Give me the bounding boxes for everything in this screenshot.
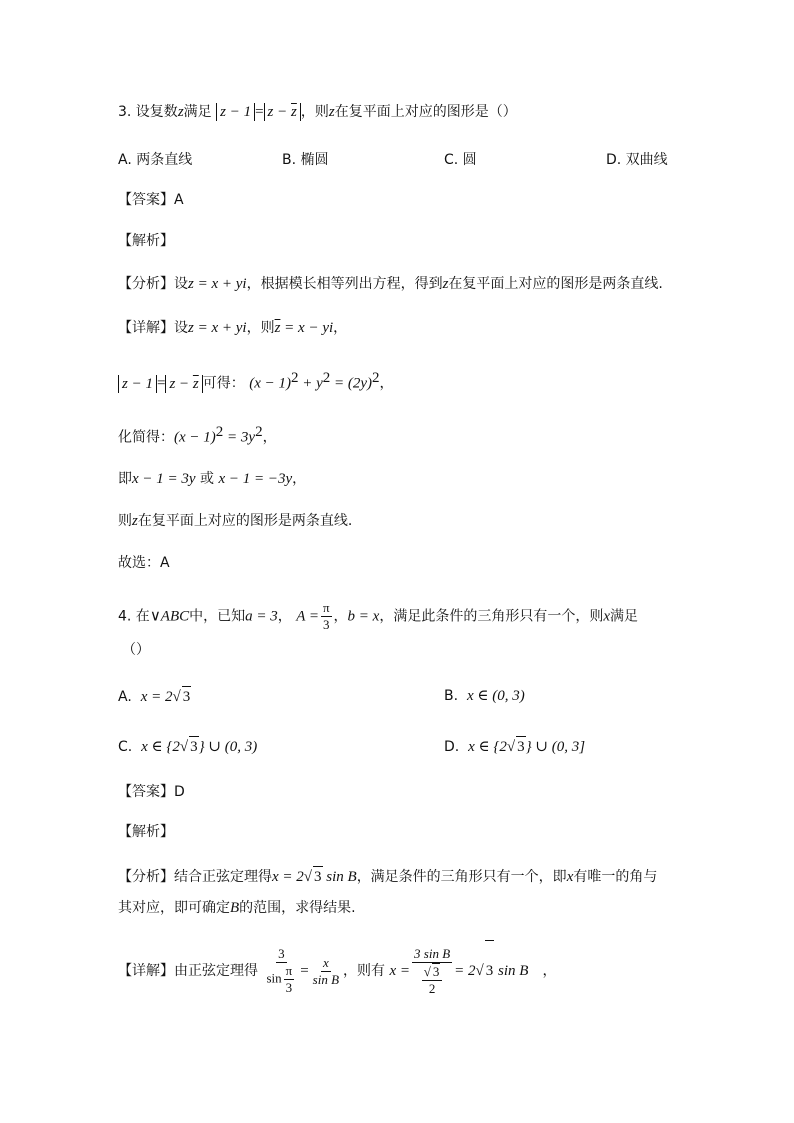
q4-a-eq: a = 3	[245, 608, 278, 625]
q3-l4-m2: x − 1 = −3y	[218, 471, 293, 487]
q4-pi: π	[322, 600, 330, 615]
q3-l5-a: 则	[118, 513, 132, 529]
q3-l3-math-b: = 3y	[223, 429, 256, 446]
q4-fenxi-math-b: sin B	[322, 869, 357, 885]
q4-xiangjie: 【详解】由正弦定理得 3 sin $\frac{\pi}{3}$ = $\frac{x}{\text{sin B}}$ ，则有 x = $\frac{\text{3 sin B}}{\frac{√ 3}{2}}$ = 2√ 3 sin B ，	[118, 940, 556, 1004]
q3-l2-abs1: z − 1	[118, 375, 157, 393]
q3-line3: 化简得：$(x - 1)^2 = 3y^2$，	[118, 424, 277, 446]
q3-line4	[118, 469, 306, 489]
q4-frac-x-over-sinB	[311, 955, 341, 988]
q4-prefix: 4. 在	[118, 608, 150, 625]
q3-l3-text: 化简得：	[118, 429, 174, 446]
q4-fenxi-sqrt: 3	[313, 866, 323, 887]
q4-xj-end: ，	[542, 963, 557, 979]
q4-three: 3	[323, 617, 330, 632]
q4-f1-3: 3	[285, 980, 293, 995]
q3-xj-zbar: $\overline{z}$	[274, 320, 281, 336]
q4-f2-den: sin B	[312, 971, 340, 987]
q4-fenxi-line2-a: 其对应，即可确定	[118, 900, 230, 916]
q4-optD-sqrt: 3	[516, 736, 526, 757]
q4-fenxi: 【分析】结合正弦定理得x = 2√ 3 sin B，满足条件的三角形只有一个，即x有唯一的角与	[118, 866, 657, 887]
q3-l2-abs2b: $\overline{z}$	[192, 375, 199, 392]
q4-f2-num: x	[322, 954, 329, 970]
q4-fenxi-math-a: x = 2	[272, 869, 304, 885]
q3-xj-math1: z = x + yi	[188, 320, 247, 336]
q3-prefix: 3. 设复数	[118, 104, 178, 120]
q3-l4-b: 或	[195, 471, 219, 487]
q4-xj-eq: =	[300, 963, 309, 979]
q3-line2: $z - 1 = z - \overline{z}$ 可得： $(x - 1)^2 + y^2 = (2y)^2$，	[118, 368, 394, 394]
q3-l2-abs2	[165, 375, 202, 393]
q4-answer-value: D	[174, 784, 185, 800]
q3-l2-text: 可得：	[202, 375, 245, 392]
q3-l3-math: (x − 1)	[174, 429, 216, 446]
q4-fenxi-x: x	[566, 869, 574, 885]
q3-line5	[118, 511, 352, 531]
q4-optA-sqrt: 3	[182, 686, 192, 707]
q4-f1-pi3	[284, 963, 295, 996]
q4-analysis-label: 【解析】	[118, 824, 174, 840]
q4-option-d: D. x ∈ {2√ 3} ∪ (0, 3]	[444, 736, 585, 757]
q4-b-eq: b = x	[347, 608, 380, 625]
q4-fenxi-label: 【分析】	[118, 869, 174, 885]
q4-f1-num: 3	[278, 946, 285, 961]
q4-frac-3-over-sin	[264, 946, 298, 996]
q4-option-a: A. x = 2√ 3	[118, 686, 191, 707]
q3-xj-a: 设	[174, 320, 188, 336]
q3-xj-math2: = x − yi	[280, 320, 334, 336]
q4-fenxi-b: ，满足条件的三角形只有一个，即	[356, 869, 567, 885]
q4-optC-math-a: x ∈ {2	[141, 739, 180, 755]
q4-f3-num: 3 sin B	[414, 945, 451, 961]
q3-conclusion: 故选：A	[118, 555, 170, 571]
q3-l2-math-c: = (2y)	[330, 375, 373, 392]
q3-option-b: B. 椭圆	[282, 152, 329, 168]
q4-A-eq: A =	[296, 608, 319, 625]
q4-optC-sqrt: 3	[189, 736, 199, 757]
q3-xj-b: ，则	[246, 320, 275, 336]
q4-optB-label: B.	[444, 688, 459, 704]
q3-z: z	[177, 104, 184, 120]
q3-fenxi-b: ，根据模长相等列出方程，得到	[246, 276, 443, 292]
q3-abs2	[264, 103, 301, 121]
q3-abs1: z − 1	[216, 103, 255, 121]
q4-sep1: ，	[277, 608, 292, 625]
q3-l2-math-b: + y	[298, 375, 323, 392]
q4-f1-sin: sin	[266, 970, 282, 986]
q3-analysis-label: 【解析】	[118, 233, 174, 249]
q3-abs2-a: z −	[267, 104, 292, 120]
q3-l5-b: 在复平面上对应的图形是两条直线.	[137, 513, 353, 529]
q4-fenxi-c: 有唯一的角与	[573, 869, 658, 885]
q4-xj-res-a: = 2	[454, 963, 476, 979]
q4-optA-math: x = 2	[140, 689, 173, 705]
q3-answer	[118, 190, 184, 210]
q3-mid1: 满足	[183, 104, 212, 120]
q3-fenxi	[118, 274, 663, 294]
q4-optD-label: D.	[444, 739, 460, 755]
q3-option-d: D. 双曲线	[606, 152, 668, 168]
q4-fenxi-line2-b: 的范围，求得结果.	[239, 900, 356, 916]
q4-tail2: 满足	[610, 608, 638, 625]
q3-tail: 在复平面上对应的图形是（）	[334, 104, 517, 120]
q3-z2: z	[328, 104, 335, 120]
q4-answer-label: 【答案】	[118, 784, 174, 800]
q4-paren: （）	[122, 642, 150, 658]
q4-answer	[118, 782, 185, 802]
q3-fenxi-label: 【分析】	[118, 276, 174, 292]
q3-stem	[118, 102, 517, 122]
q3-l4-a: 即	[118, 471, 132, 487]
q3-l3-end: ，	[262, 429, 277, 446]
q4-f1-den	[264, 963, 298, 996]
q4-sep2: ，	[333, 608, 348, 625]
q4-f1-pi: π	[285, 963, 293, 978]
q3-fenxi-z: z	[442, 276, 449, 292]
q4-xj-b: ，则有	[343, 963, 386, 979]
q3-xiangjie-label: 【详解】	[118, 320, 174, 336]
q4-f3-sqrt: 3	[432, 963, 440, 979]
q4-f3-den	[418, 963, 447, 997]
q4-xj-label: 【详解】	[118, 963, 174, 979]
q4-tail: ，满足此条件的三角形只有一个，则	[379, 608, 604, 625]
q3-fenxi-math: z = x + yi	[188, 276, 247, 292]
q3-l5-z: z	[132, 513, 138, 529]
q3-l2-eq: =	[156, 375, 166, 392]
q3-abs2-b: $\overline{z}$	[291, 104, 297, 120]
q4-optD-math-a: x ∈ {2	[468, 739, 507, 755]
q3-answer-value: A	[174, 192, 184, 208]
q4-option-b	[444, 686, 525, 706]
q3-mid2: ，则	[300, 104, 329, 120]
q4-f3-den-num: √ 3	[422, 963, 443, 981]
q4-optC-math-b: } ∪ (0, 3)	[198, 739, 258, 755]
q3-l2-math: (x − 1)	[249, 375, 291, 392]
q3-eq: =	[255, 104, 264, 120]
q4-optA-label: A.	[118, 689, 132, 705]
q4-xj-a: 由正弦定理得	[174, 963, 258, 979]
q4-xj-x: x =	[389, 963, 411, 979]
q3-option-a: A. 两条直线	[118, 152, 193, 168]
q4-f3-2: 2	[428, 980, 436, 996]
q4-optD-math-b: } ∪ (0, 3]	[525, 739, 586, 755]
q3-l4-m1: x − 1 = 3y	[132, 471, 196, 487]
q3-l2-abs2a: z −	[169, 375, 193, 392]
q3-option-c: C. 圆	[444, 152, 477, 168]
q3-l2-end: ，	[379, 375, 394, 392]
q4-stem	[118, 600, 638, 633]
q4-x: x	[603, 608, 610, 625]
q3-fenxi-a: 设	[174, 276, 188, 292]
q4-mid1: 中，已知	[189, 608, 246, 625]
q3-xiangjie	[118, 318, 347, 338]
q4-f3-den-frac	[422, 963, 443, 997]
q4-triangle: ∨ABC	[149, 608, 190, 625]
q3-answer-label: 【答案】	[118, 192, 174, 208]
q3-l4-end: ，	[292, 471, 307, 487]
q4-option-c: C. x ∈ {2√ 3} ∪ (0, 3)	[118, 736, 257, 757]
q3-fenxi-c: 在复平面上对应的图形是两条直线.	[448, 276, 663, 292]
q4-frac-3sinB-over-root3-2	[412, 946, 452, 997]
q4-pi-over-3	[321, 600, 332, 633]
q4-optC-label: C.	[118, 739, 133, 755]
q3-xj-c: ，	[333, 320, 348, 336]
q4-optB-math: x ∈ (0, 3)	[466, 688, 525, 704]
q4-fenxi-line2	[118, 898, 356, 918]
q4-fenxi-B: B	[230, 900, 240, 916]
q4-xj-res-b: sin B	[494, 963, 529, 979]
q4-fenxi-a: 结合正弦定理得	[174, 869, 272, 885]
q4-xj-res-sqrt: 3	[485, 940, 495, 1001]
